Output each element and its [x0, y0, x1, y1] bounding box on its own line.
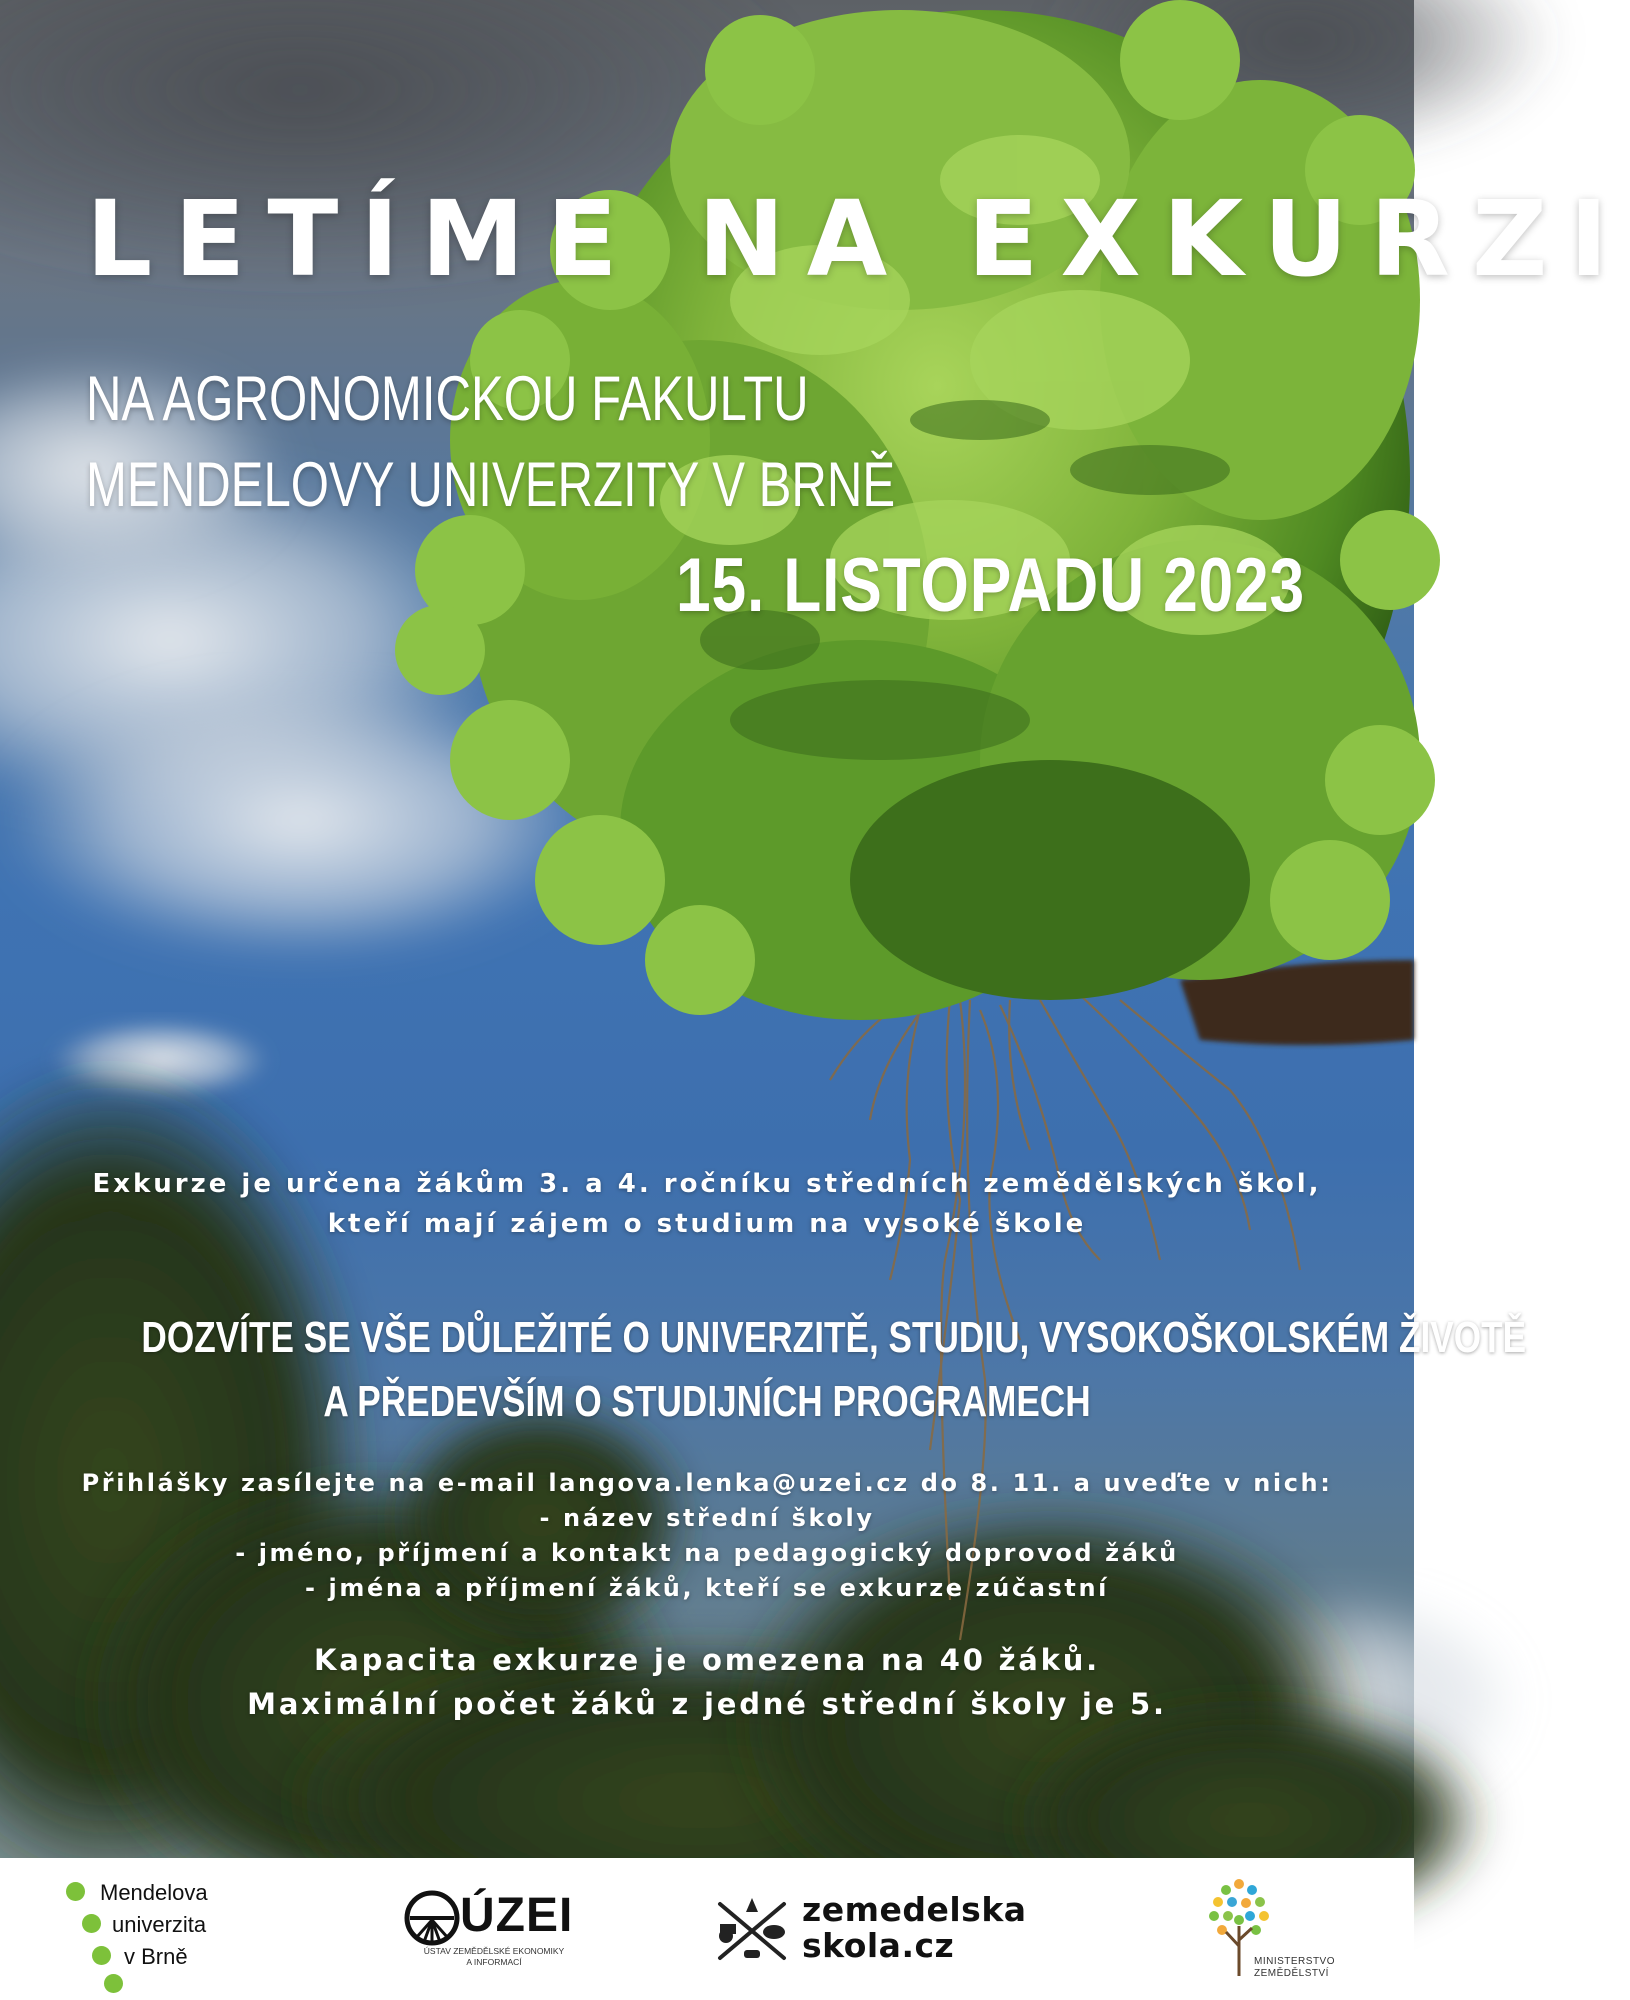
subtitle-line: MENDELOVY UNIVERZITY V BRNĚ: [86, 450, 896, 520]
ministry-logo-line: MINISTERSTVO: [1254, 1956, 1336, 1967]
uzei-subtitle-line: A INFORMACÍ: [466, 1957, 522, 1967]
uzei-logo: [404, 1888, 584, 1978]
application-line: Přihlášky zasílejte na e-mail langova.lenka@uzei.cz do 8. 11. a uveďte v nich:: [81, 1469, 1333, 1497]
ministry-logo-text: [1254, 1956, 1335, 1980]
ministry-of-agriculture-logo: [1204, 1876, 1336, 1986]
zemedelska-logo-text: [802, 1892, 1027, 1964]
subtitle-line: NA AGRONOMICKOU FAKULTU: [86, 364, 809, 434]
zemedelska-logo-line: zemedelska: [802, 1890, 1027, 1929]
logo-dot: [66, 1882, 85, 1901]
uzei-logo-subtitle: [404, 1946, 584, 1968]
mendel-logo-text: univerzita: [112, 1912, 207, 1937]
farm-tools-icon: [712, 1896, 792, 1966]
application-line: - jména a příjmení žáků, kteří se exkurze zúčastní: [305, 1574, 1109, 1602]
zemedelska-skola-logo: [712, 1892, 1092, 1972]
logo-dot: [104, 1974, 123, 1993]
capacity-line: Maximální počet žáků z jedné střední školy je 5.: [247, 1687, 1167, 1721]
ministry-logo-line: ZEMĚDĚLSTVÍ: [1254, 1968, 1329, 1979]
application-instructions: [0, 1466, 1414, 1606]
highlight-text: [0, 1306, 1527, 1434]
capacity-line: Kapacita exkurze je omezena na 40 žáků.: [313, 1643, 1100, 1677]
logo-dot: [92, 1946, 111, 1965]
capacity-text: [0, 1638, 1414, 1726]
poster-subtitle: [86, 356, 895, 528]
uzei-subtitle-line: ÚSTAV ZEMĚDĚLSKÉ EKONOMIKY: [423, 1946, 565, 1956]
intro-line: Exkurze je určena žákům 3. a 4. ročníku středních zemědělských škol,: [92, 1169, 1322, 1199]
mendel-logo-text: v Brně: [124, 1944, 188, 1969]
partner-logos-footer: [0, 1858, 1414, 2000]
event-date: 15. LISTOPADU 2023: [676, 543, 1305, 628]
zemedelska-logo-line: skola.cz: [802, 1926, 955, 1965]
mendel-logo-text: Mendelova: [100, 1880, 208, 1905]
application-line: - název střední školy: [539, 1504, 875, 1532]
logo-dot: [82, 1914, 101, 1933]
intro-line: kteří mají zájem o studium na vysoké škole: [327, 1209, 1087, 1239]
poster-title: LETÍME NA EXKURZI: [86, 178, 1630, 300]
uzei-logo-name: ÚZEI: [460, 1889, 574, 1942]
mendel-university-logo: [66, 1868, 266, 1993]
highlight-line: A PŘEDEVŠÍM O STUDIJNÍCH PROGRAMECH: [323, 1377, 1091, 1426]
uzei-emblem-icon: [404, 1890, 460, 1946]
intro-text: [0, 1164, 1414, 1244]
highlight-line: DOZVÍTE SE VŠE DŮLEŽITÉ O UNIVERZITĚ, STUDIU, VYSOKOŠKOLSKÉM ŽIVOTĚ: [141, 1313, 1527, 1362]
application-line: - jméno, příjmení a kontakt na pedagogický doprovod žáků: [235, 1539, 1179, 1567]
